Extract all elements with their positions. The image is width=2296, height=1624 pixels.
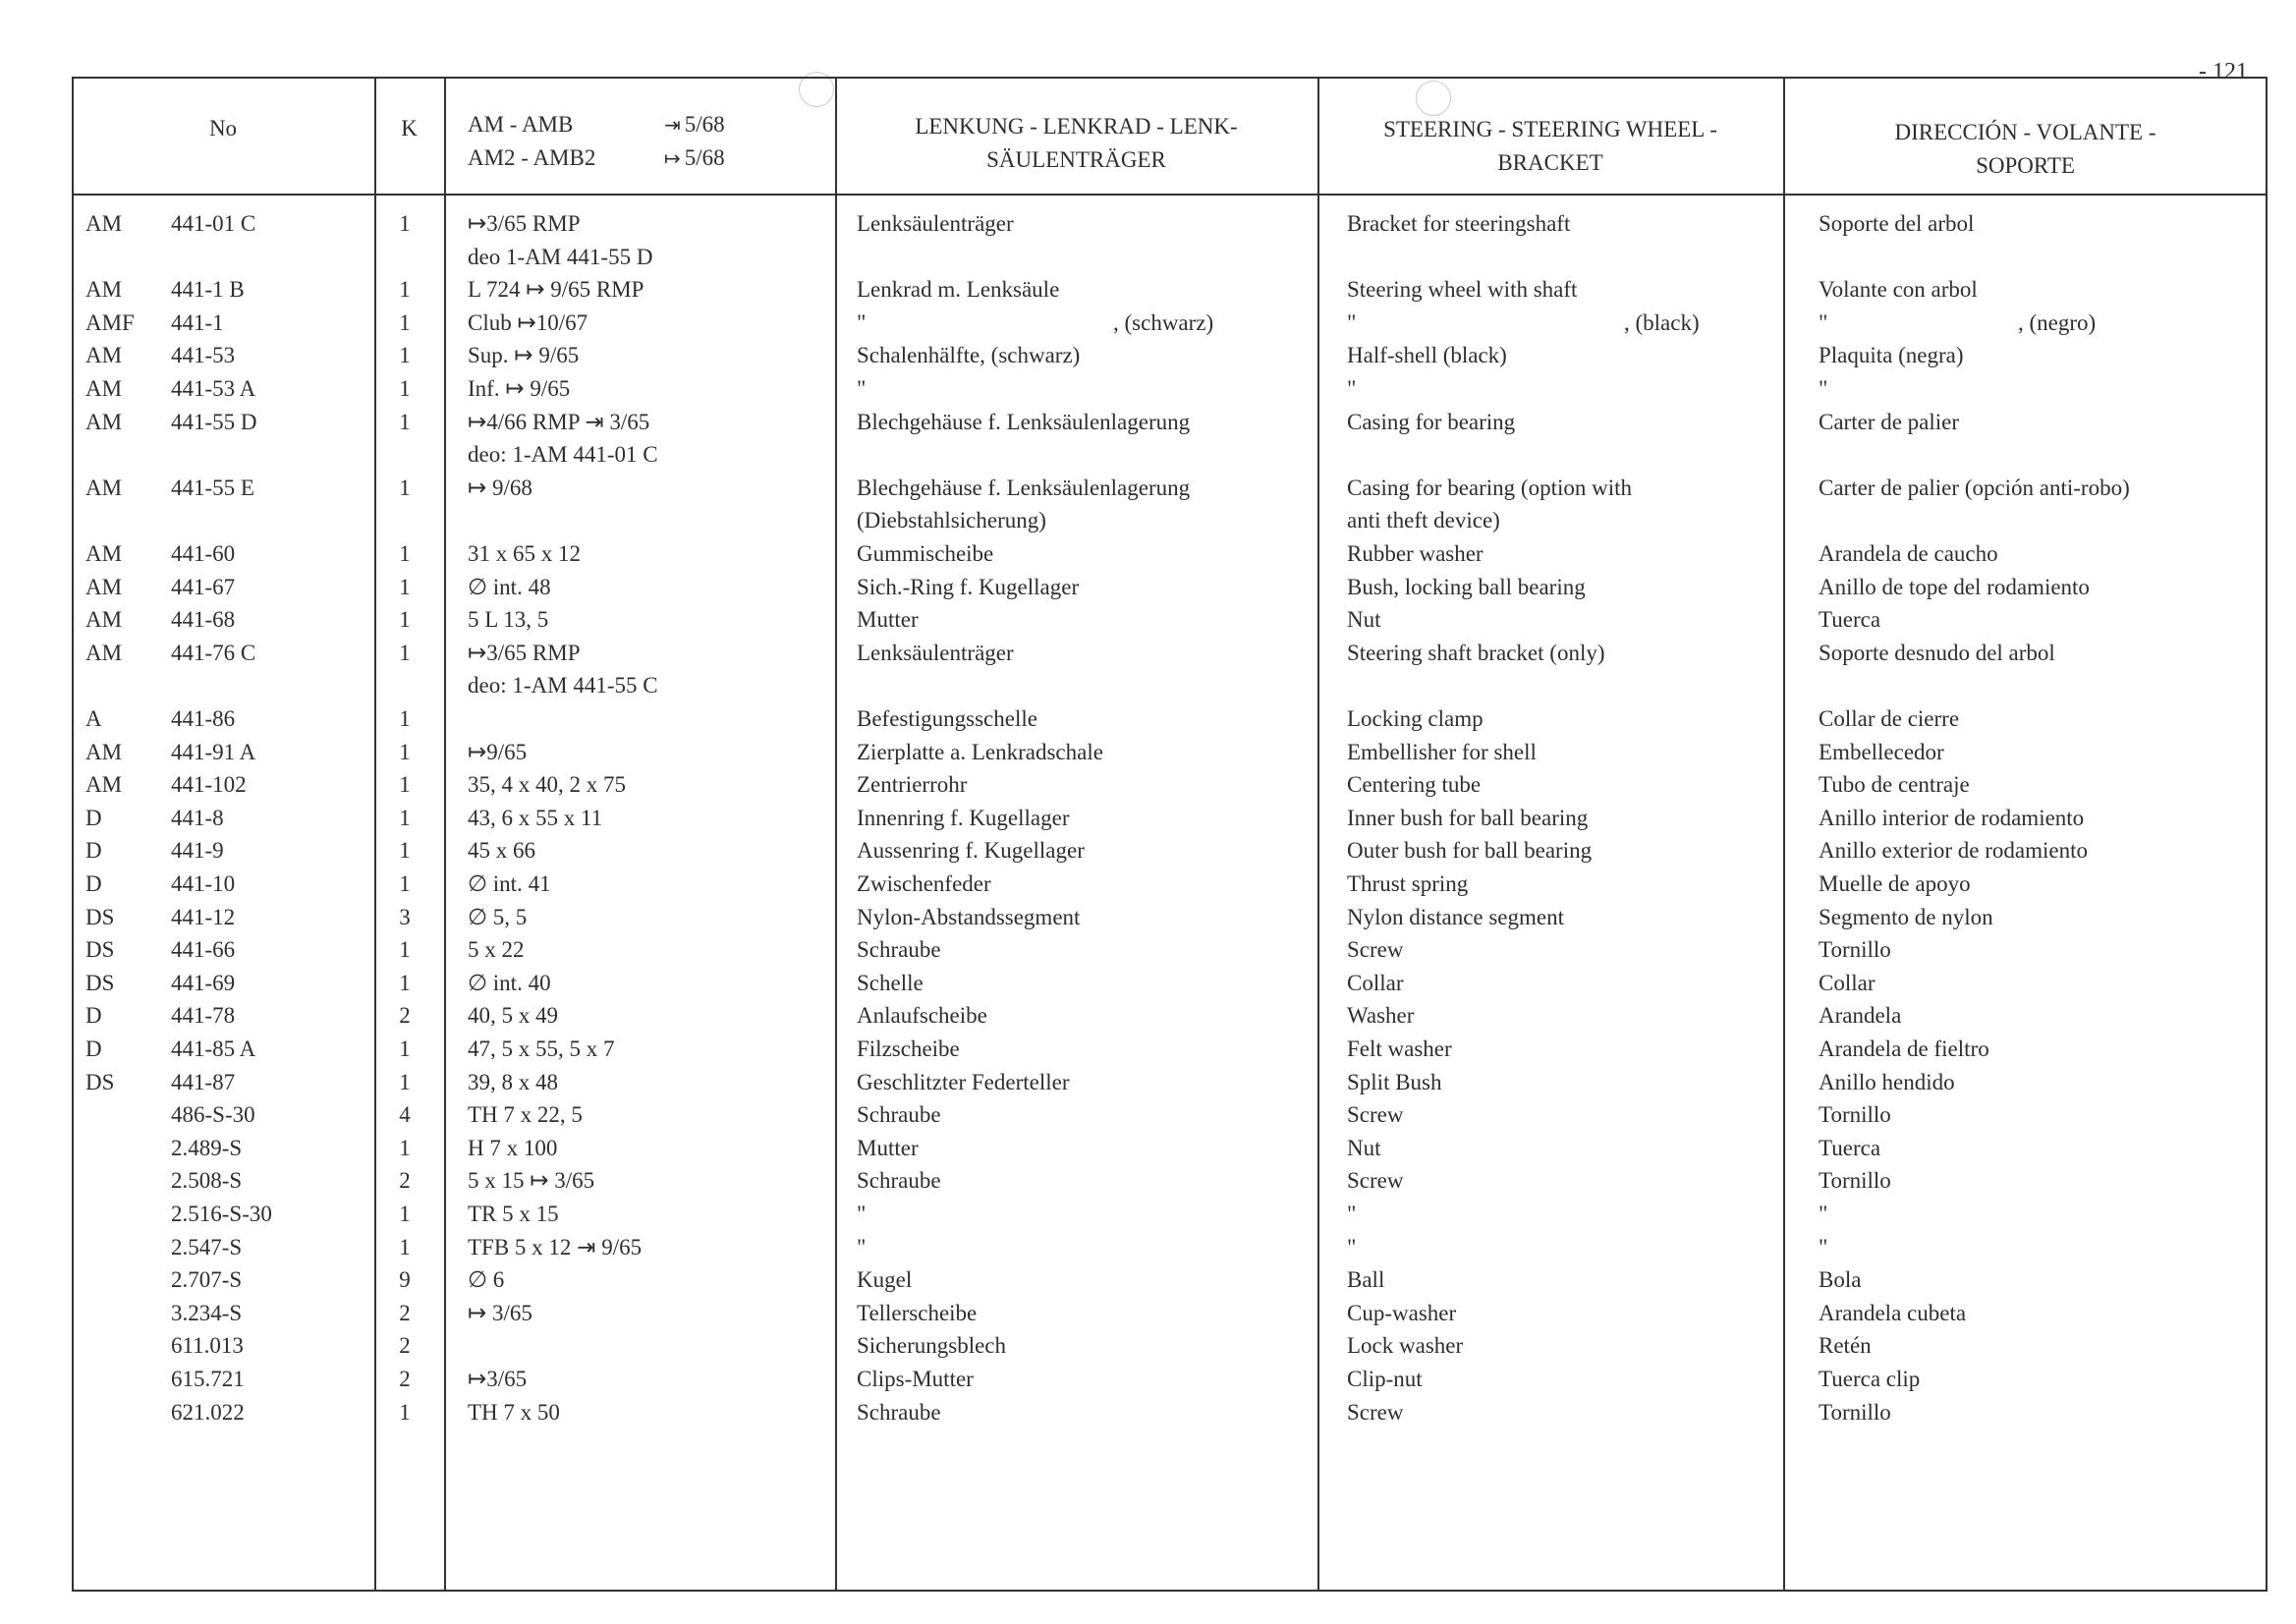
description-spanish: " [1819,1234,1828,1260]
part-spec: 43, 6 x 55 x 11 [468,805,603,830]
part-number: 441-78 [171,1003,236,1029]
part-spec: deo 1-AM 441-55 D [468,244,653,269]
part-prefix: AM [85,640,123,665]
description-german: Schraube [857,937,941,963]
header-date-line2: 5/68 [684,145,725,170]
description-spanish: Arandela de fieltro [1819,1036,1989,1061]
part-number: 441-55 D [171,409,257,434]
part-number: 441-85 A [171,1036,256,1061]
header-model-line1: AM - AMB [468,112,574,137]
part-spec: ↦ 3/65 [468,1300,532,1325]
part-prefix: AM [85,343,123,368]
table-row [0,472,2296,505]
header-german [835,110,1317,177]
table-row [0,834,2296,868]
table-row [0,901,2296,934]
part-prefix: DS [85,970,115,995]
description-spanish: Anillo exterior de rodamiento [1819,838,2089,864]
description-english: Lock washer [1347,1333,1464,1359]
part-quantity: 1 [399,1036,411,1061]
description-english: Bracket for steeringshaft [1347,211,1571,236]
description-english: Steering wheel with shaft [1347,277,1578,303]
description-english: Screw [1347,1399,1404,1425]
description-english: Washer [1347,1003,1415,1029]
table-row [0,207,2296,241]
description-spanish: " [1819,309,1828,335]
description-spanish: Anillo hendido [1819,1069,1955,1094]
description-english: " [1347,1202,1357,1226]
part-number: 441-67 [171,574,236,599]
part-quantity: 1 [399,607,411,633]
table-row [0,603,2296,637]
table-row [0,1297,2296,1330]
part-quantity: 1 [399,739,411,764]
part-spec: deo: 1-AM 441-01 C [468,442,658,468]
table-row [0,669,2296,702]
table-row [0,999,2296,1033]
part-quantity: 1 [399,409,411,434]
description-spanish: Arandela cubeta [1819,1300,1967,1325]
part-quantity: 3 [399,904,411,929]
part-number: 441-69 [171,970,236,995]
part-number: 441-1 B [171,277,245,303]
description-german: Gummischeibe [857,541,994,566]
description-spanish: " [1819,376,1828,401]
part-spec: ∅ int. 48 [468,574,551,599]
table-row [0,537,2296,571]
header-spanish-line1: DIRECCIÓN - VOLANTE - [1894,120,2156,144]
part-quantity: 1 [399,970,411,995]
part-prefix: DS [85,1069,115,1094]
description-english: Half-shell (black) [1347,343,1507,368]
description-german: Nylon-Abstandssegment [857,904,1081,929]
part-number: 2.489-S [171,1135,243,1160]
description-english: Split Bush [1347,1069,1442,1094]
description-spanish: " [1819,1202,1828,1226]
table-row [0,504,2296,537]
part-prefix: AMF [85,309,135,335]
part-number: 2.516-S-30 [171,1202,272,1226]
description-german: Schraube [857,1168,941,1194]
description-german: Schelle [857,970,924,995]
part-prefix: AM [85,574,123,599]
part-prefix: AM [85,541,123,566]
description-german: Lenkrad m. Lenksäule [857,277,1060,303]
description-english: Inner bush for ball bearing [1347,805,1589,830]
part-spec: ↦ 9/68 [468,475,532,500]
part-spec: 5 x 15 ↦ 3/65 [468,1168,595,1194]
table-row [0,438,2296,472]
part-spec: ↦3/65 [468,1367,528,1391]
part-prefix: AM [85,772,123,798]
header-spanish-line2: SOPORTE [1976,153,2075,178]
table-row [0,571,2296,604]
part-quantity: 1 [399,309,411,335]
description-spanish: Tornillo [1819,937,1891,963]
part-quantity: 1 [399,541,411,566]
description-english: Nylon distance segment [1347,904,1565,929]
header-k: K [401,116,418,140]
description-english: " [1347,309,1357,335]
table-row [0,637,2296,670]
table-row [0,967,2296,1000]
description-english: Collar [1347,970,1404,995]
description-spanish: Plaquita (negra) [1819,343,1964,368]
part-spec: ↦3/65 RMP [468,640,581,665]
part-quantity: 1 [399,1399,411,1425]
description-german: Schraube [857,1399,941,1425]
description-english: " [1347,1234,1357,1260]
description-german: Lenksäulenträger [857,640,1014,665]
part-number: 441-9 [171,838,224,864]
part-number: 2.508-S [171,1168,243,1194]
part-number: 441-01 C [171,211,256,236]
description-spanish: Collar [1819,970,1876,995]
description-spanish: Volante con arbol [1819,277,1978,303]
part-quantity: 1 [399,343,411,368]
part-number: 441-60 [171,541,236,566]
part-spec: Sup. ↦ 9/65 [468,343,580,368]
part-spec: deo: 1-AM 441-55 C [468,673,658,699]
part-number: 441-8 [171,805,224,830]
part-spec: ∅ 6 [468,1267,505,1293]
description-german: Befestigungsschelle [857,706,1037,731]
description-english: Felt washer [1347,1036,1452,1061]
part-quantity: 1 [399,376,411,401]
description-english-suffix: , (black) [1624,309,1700,335]
table-row [0,1329,2296,1363]
description-german: Geschlitzter Federteller [857,1069,1070,1094]
table-row [0,1132,2296,1165]
part-number: 441-66 [171,937,236,963]
table-row [0,1164,2296,1198]
description-german: Mutter [857,1135,919,1160]
part-number: 441-1 [171,309,224,335]
part-prefix: AM [85,739,123,764]
table-row [0,933,2296,967]
part-spec: 45 x 66 [468,838,535,864]
description-german: Kugel [857,1267,913,1293]
description-spanish: Tuerca [1819,607,1881,633]
part-number: 441-10 [171,871,236,896]
part-prefix: DS [85,937,115,963]
header-no: No [208,116,238,140]
description-spanish: Arandela [1819,1003,1902,1029]
part-quantity: 1 [399,937,411,963]
part-prefix: AM [85,475,123,500]
part-quantity: 2 [399,1300,411,1325]
part-number: 441-76 C [171,640,256,665]
description-spanish: Tornillo [1819,1399,1891,1425]
description-german: Clips-Mutter [857,1367,974,1391]
table-row [0,372,2296,406]
part-prefix: AM [85,376,123,401]
table-row [0,339,2296,372]
part-quantity: 1 [399,1135,411,1160]
part-spec: 5 L 13, 5 [468,607,549,633]
table-row [0,1066,2296,1099]
part-number: 486-S-30 [171,1102,255,1128]
description-spanish: Segmento de nylon [1819,904,1993,929]
part-quantity: 2 [399,1003,411,1029]
part-number: 441-102 [171,772,247,798]
description-german: Blechgehäuse f. Lenksäulenlagerung [857,475,1191,500]
header-english-line2: BRACKET [1497,150,1603,175]
description-spanish: Soporte del arbol [1819,211,1975,236]
description-german: (Diebstahlsicherung) [857,508,1046,533]
part-number: 441-91 A [171,739,256,764]
part-quantity: 1 [399,1069,411,1094]
description-english: Screw [1347,937,1404,963]
table-row [0,273,2296,307]
description-spanish: Tornillo [1819,1102,1891,1128]
description-english: Thrust spring [1347,871,1469,896]
part-number: 441-55 E [171,475,254,500]
description-spanish: Tuerca clip [1819,1367,1921,1391]
part-spec: ∅ int. 40 [468,970,551,995]
part-prefix: A [85,706,102,731]
description-english: Ball [1347,1267,1385,1293]
part-quantity: 1 [399,805,411,830]
part-prefix: D [85,838,102,864]
header-model-line2: AM2 - AMB2 [468,145,596,170]
description-english: Clip-nut [1347,1367,1423,1391]
part-spec: H 7 x 100 [468,1135,558,1160]
part-prefix: D [85,871,102,896]
part-number: 2.547-S [171,1234,243,1260]
description-german: Blechgehäuse f. Lenksäulenlagerung [857,409,1191,434]
table-row [0,802,2296,835]
part-quantity: 1 [399,211,411,236]
part-spec: ∅ int. 41 [468,871,551,896]
part-number: 621.022 [171,1399,245,1425]
description-german-suffix: , (schwarz) [1113,309,1214,335]
description-german: Schalenhälfte, (schwarz) [857,343,1081,368]
part-prefix: D [85,805,102,830]
part-number: 441-12 [171,904,236,929]
table-row [0,307,2296,340]
part-number: 611.013 [171,1333,244,1359]
part-spec: 31 x 65 x 12 [468,541,581,566]
description-english: Screw [1347,1168,1404,1194]
description-german: Aussenring f. Kugellager [857,838,1085,864]
description-spanish: Muelle de apoyo [1819,871,1971,896]
part-number: 3.234-S [171,1300,243,1325]
header-divider [72,194,2268,196]
description-spanish: Anillo interior de rodamiento [1819,805,2085,830]
part-quantity: 1 [399,706,411,731]
description-german: Lenksäulenträger [857,211,1014,236]
description-german: " [857,309,867,335]
part-prefix: DS [85,904,115,929]
table-row [0,702,2296,736]
part-spec: 39, 8 x 48 [468,1069,558,1094]
description-english: Steering shaft bracket (only) [1347,640,1605,665]
description-spanish-suffix: , (negro) [2018,309,2097,335]
description-spanish: Embellecedor [1819,739,1944,764]
header-english [1317,113,1783,180]
part-quantity: 1 [399,475,411,500]
header-spanish [1783,116,2268,183]
table-row [0,241,2296,274]
description-german: " [857,376,867,401]
description-spanish: Tornillo [1819,1168,1891,1194]
part-number: 441-53 A [171,376,256,401]
table-row [0,768,2296,802]
description-english: Embellisher for shell [1347,739,1537,764]
part-spec: L 724 ↦ 9/65 RMP [468,277,644,303]
table-row [0,1263,2296,1297]
table-row [0,1198,2296,1231]
description-english: Centering tube [1347,772,1482,798]
part-spec: 35, 4 x 40, 2 x 75 [468,772,626,798]
part-quantity: 1 [399,277,411,303]
page-number: - 121 [2199,59,2248,84]
description-english: Screw [1347,1102,1404,1128]
part-prefix: D [85,1003,102,1029]
part-quantity: 1 [399,871,411,896]
description-german: Filzscheibe [857,1036,960,1061]
part-quantity: 1 [399,838,411,864]
part-spec: ↦9/65 [468,739,528,764]
part-prefix: AM [85,211,123,236]
part-spec: ↦4/66 RMP ⇥ 3/65 [468,409,650,434]
part-number: 615.721 [171,1367,245,1391]
part-spec: 47, 5 x 55, 5 x 7 [468,1036,615,1061]
table-row [0,1033,2296,1066]
description-spanish: Soporte desnudo del arbol [1819,640,2055,665]
part-prefix: AM [85,409,123,434]
description-english: Casing for bearing (option with [1347,475,1633,500]
table-row [0,1363,2296,1396]
description-german: Sich.-Ring f. Kugellager [857,574,1080,599]
description-english: Bush, locking ball bearing [1347,574,1586,599]
description-spanish: Bola [1819,1267,1862,1293]
header-german-line1: LENKUNG - LENKRAD - LENK- [915,114,1238,139]
start-arrow-icon: ↦ [664,146,681,170]
description-german: Zentrierrohr [857,772,968,798]
description-german: Anlaufscheibe [857,1003,987,1029]
description-english: Nut [1347,1135,1381,1160]
description-german: Sicherungsblech [857,1333,1007,1359]
description-spanish: Retén [1819,1333,1872,1359]
description-spanish: Tubo de centraje [1819,772,1970,798]
description-english: Outer bush for ball bearing [1347,838,1593,864]
part-number: 441-68 [171,607,236,633]
description-english: anti theft device) [1347,508,1500,533]
part-spec: 40, 5 x 49 [468,1003,558,1029]
description-german: " [857,1234,867,1260]
part-spec: Inf. ↦ 9/65 [468,376,571,401]
part-number: 441-87 [171,1069,236,1094]
description-spanish: Anillo de tope del rodamiento [1819,574,2090,599]
part-spec: ↦3/65 RMP [468,211,581,236]
description-german: Innenring f. Kugellager [857,805,1070,830]
part-number: 441-53 [171,343,236,368]
description-spanish: Carter de palier [1819,409,1960,434]
table-row [0,1231,2296,1264]
part-spec: ∅ 5, 5 [468,904,528,929]
header-date-line1: 5/68 [684,112,725,137]
part-spec: Club ↦10/67 [468,309,588,335]
header-models [468,108,821,175]
description-spanish: Carter de palier (opción anti-robo) [1819,475,2130,500]
description-english: Locking clamp [1347,706,1484,731]
part-number: 441-86 [171,706,236,731]
part-quantity: 1 [399,640,411,665]
description-english: Rubber washer [1347,541,1484,566]
description-english: Casing for bearing [1347,409,1516,434]
description-spanish: Collar de cierre [1819,706,1960,731]
description-german: Tellerscheibe [857,1300,978,1325]
description-english: Cup-washer [1347,1300,1457,1325]
part-prefix: AM [85,607,123,633]
part-spec: TH 7 x 50 [468,1399,560,1425]
part-prefix: D [85,1036,102,1061]
description-english: " [1347,376,1357,401]
description-german: Mutter [857,607,919,633]
description-german: Zwischenfeder [857,871,991,896]
end-arrow-icon: ⇥ [664,113,681,137]
description-german: " [857,1202,867,1226]
part-quantity: 2 [399,1367,411,1391]
part-spec: TR 5 x 15 [468,1202,559,1226]
part-quantity: 4 [399,1102,411,1128]
part-spec: 5 x 22 [468,937,525,963]
part-quantity: 1 [399,772,411,798]
description-english: Nut [1347,607,1381,633]
part-spec: TH 7 x 22, 5 [468,1102,583,1128]
table-row [0,736,2296,769]
part-quantity: 1 [399,1234,411,1260]
header-german-line2: SÄULENTRÄGER [986,147,1166,172]
table-row [0,406,2296,439]
part-quantity: 2 [399,1333,411,1359]
part-quantity: 1 [399,1202,411,1226]
description-german: Schraube [857,1102,941,1128]
description-spanish: Tuerca [1819,1135,1881,1160]
header-english-line1: STEERING - STEERING WHEEL - [1383,117,1717,141]
table-row [0,868,2296,901]
part-prefix: AM [85,277,123,303]
table-row [0,1098,2296,1132]
description-german: Zierplatte a. Lenkradschale [857,739,1103,764]
part-quantity: 9 [399,1267,411,1293]
description-spanish: Arandela de caucho [1819,541,1998,566]
table-row [0,1396,2296,1429]
part-spec: TFB 5 x 12 ⇥ 9/65 [468,1234,643,1260]
part-quantity: 2 [399,1168,411,1194]
part-quantity: 1 [399,574,411,599]
part-number: 2.707-S [171,1267,243,1293]
